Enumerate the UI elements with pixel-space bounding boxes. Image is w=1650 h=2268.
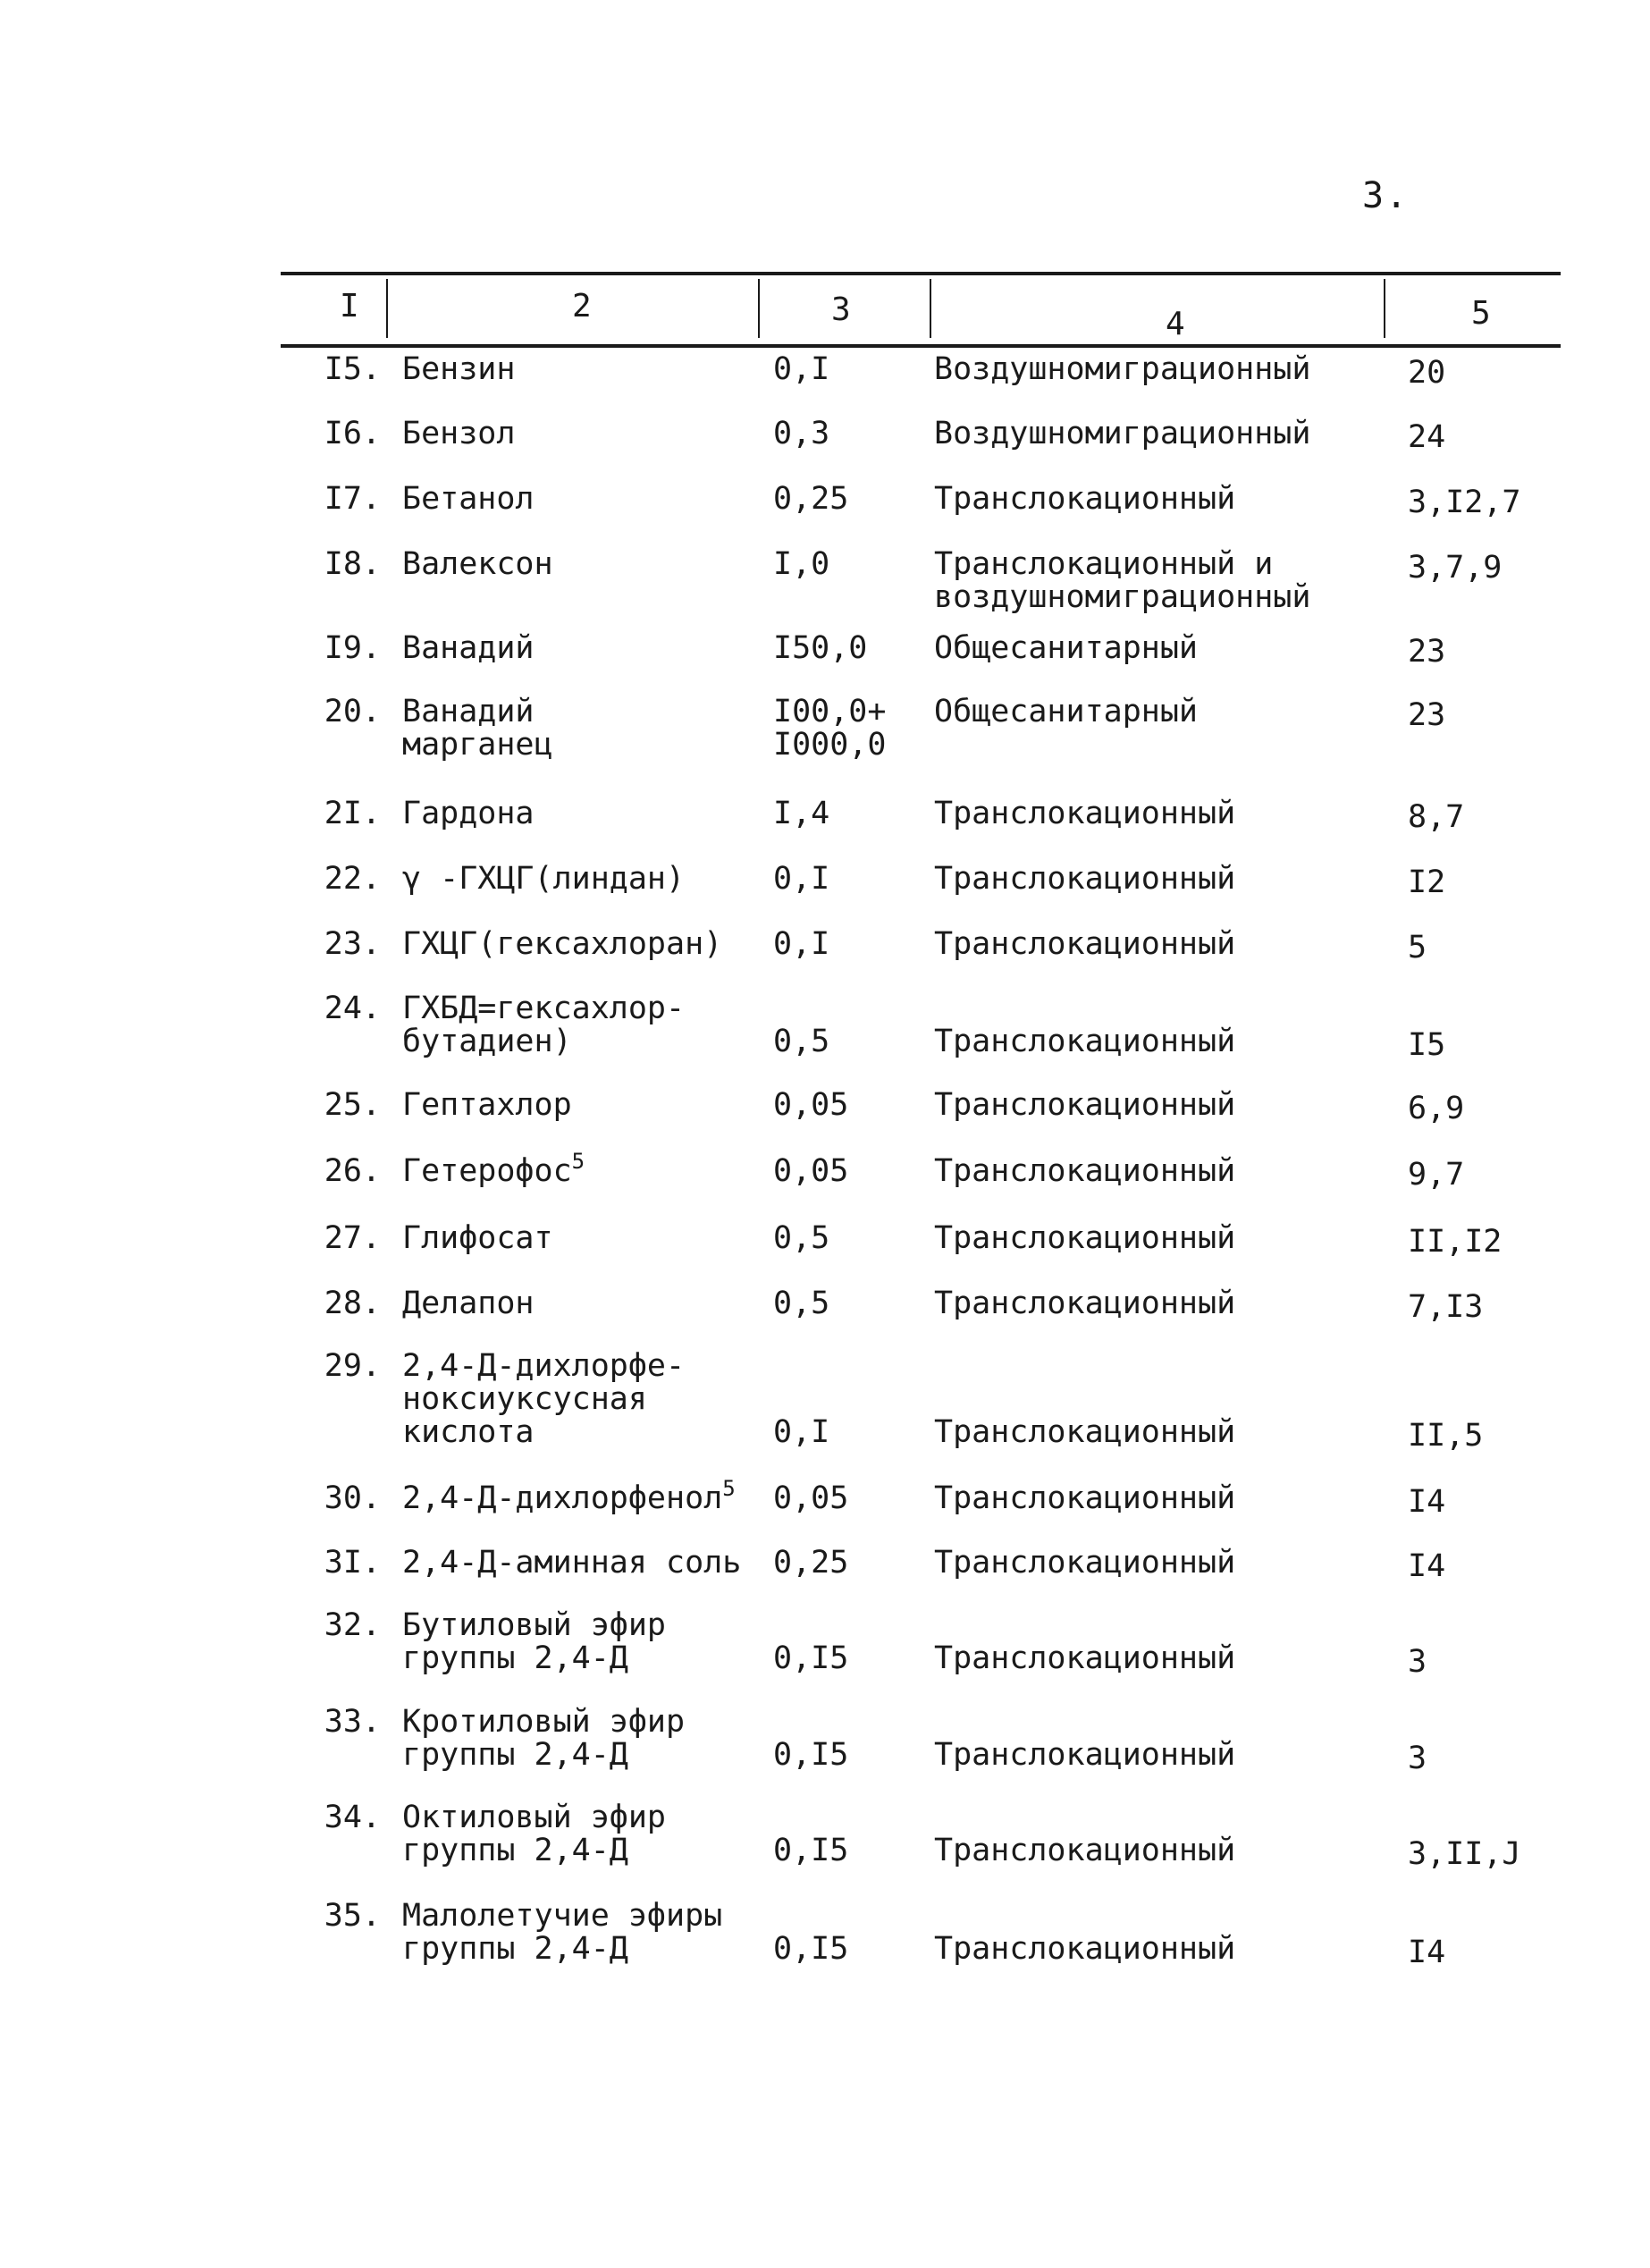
hazard-indicator-line: Транслокационный: [934, 1545, 1236, 1581]
substance-name: [402, 1706, 685, 1772]
header-separator: [758, 279, 760, 338]
concentration-value-line: [773, 1609, 848, 1642]
hazard-indicator-line: Воздушномиграционный: [934, 416, 1311, 451]
substance-name-line: Ванадий: [402, 694, 535, 729]
substance-name: [402, 696, 553, 762]
row-number: 23.: [324, 926, 381, 962]
header-col-1: I: [340, 288, 359, 325]
concentration-value-line: I000,0: [773, 727, 887, 763]
substance-name-line: группы 2,4-Д: [402, 1833, 628, 1868]
concentration-value: [773, 1350, 829, 1449]
row-number: 2I.: [324, 796, 381, 831]
hazard-indicator-line: Транслокационный: [934, 1286, 1236, 1321]
substance-name: [402, 1287, 535, 1320]
hazard-indicator: [934, 1801, 1235, 1868]
hazard-indicator-line: Транслокационный: [934, 926, 1236, 962]
substance-name-line: группы 2,4-Д: [402, 1640, 628, 1676]
hazard-indicator-line: Транслокационный: [934, 1931, 1236, 1967]
hazard-indicator-line: Транслокационный: [934, 796, 1236, 831]
concentration-value-line: [773, 1900, 848, 1933]
reference-numbers: I4: [1408, 1935, 1446, 1970]
header-col-4: 4: [1166, 306, 1185, 342]
concentration-value-line: [773, 1383, 829, 1416]
concentration-value-line: 0,05: [773, 1087, 849, 1123]
concentration-value: [773, 632, 867, 665]
hazard-indicator-line: Транслокационный: [934, 1737, 1236, 1773]
reference-numbers: 3: [1408, 1644, 1427, 1680]
hazard-indicator: [934, 1222, 1235, 1255]
concentration-value-line: 0,25: [773, 481, 849, 517]
reference-numbers: 5: [1408, 930, 1427, 965]
concentration-value: [773, 1900, 848, 1966]
concentration-value: [773, 928, 829, 961]
row-number: 35.: [324, 1898, 381, 1934]
header-separator: [386, 279, 388, 338]
substance-name: [402, 1222, 553, 1255]
footnote-mark: 5: [571, 1149, 585, 1174]
substance-name: [402, 1149, 585, 1189]
header-col-3: 3: [831, 291, 851, 328]
concentration-value: [773, 1609, 848, 1675]
header-col-2: 2: [572, 288, 592, 325]
row-number: I8.: [324, 546, 381, 582]
hazard-indicator-line: Транслокационный: [934, 861, 1236, 897]
substance-name: [402, 632, 535, 665]
substance-name-line: Октиловый эфир: [402, 1800, 667, 1835]
row-number: 30.: [324, 1480, 381, 1516]
table-header-rule: [281, 344, 1561, 348]
reference-numbers: 23: [1408, 634, 1446, 670]
concentration-value-line: 0,I: [773, 861, 830, 897]
substance-name-line: Ванадий: [402, 630, 535, 666]
substance-name-line: Кротиловый эфир: [402, 1704, 686, 1740]
reference-numbers: 3,II,J: [1408, 1836, 1521, 1872]
reference-numbers: I4: [1408, 1484, 1446, 1520]
row-number: 22.: [324, 861, 381, 897]
header-separator: [930, 279, 931, 338]
reference-numbers: 7,I3: [1408, 1289, 1484, 1325]
reference-numbers: 24: [1408, 419, 1446, 455]
hazard-indicator-line: Воздушномиграционный: [934, 351, 1311, 387]
substance-name-line: группы 2,4-Д: [402, 1737, 628, 1773]
substance-name-line: кислота: [402, 1414, 535, 1450]
reference-numbers: 8,7: [1408, 799, 1465, 835]
concentration-value-line: 0,I5: [773, 1833, 849, 1868]
concentration-value-line: I00,0+: [773, 694, 887, 729]
reference-numbers: 20: [1408, 355, 1446, 391]
substance-name-line: Бензол: [402, 416, 516, 451]
footnote-mark: 5: [722, 1476, 736, 1501]
hazard-indicator-line: Транслокационный: [934, 1087, 1236, 1123]
concentration-value: [773, 1155, 848, 1188]
reference-numbers: II,5: [1408, 1418, 1484, 1454]
hazard-indicator: [934, 863, 1235, 896]
substance-name-line: Гардона: [402, 796, 535, 831]
concentration-value-line: [773, 1350, 829, 1383]
row-number: 33.: [324, 1704, 381, 1740]
substance-name-line: ГХБД=гексахлор-: [402, 991, 686, 1026]
hazard-indicator-line: Общесанитарный: [934, 630, 1199, 666]
concentration-value: [773, 1287, 829, 1320]
hazard-indicator: [934, 548, 1310, 614]
concentration-value-line: 0,5: [773, 1286, 830, 1321]
row-number: 32.: [324, 1607, 381, 1643]
substance-name: [402, 1900, 722, 1966]
row-number: I6.: [324, 416, 381, 451]
hazard-indicator-line: Транслокационный: [934, 481, 1236, 517]
hazard-indicator-line: [934, 992, 1235, 1025]
hazard-indicator: [934, 1155, 1235, 1188]
row-number: 25.: [324, 1087, 381, 1123]
hazard-indicator: [934, 1350, 1235, 1449]
hazard-indicator: [934, 417, 1310, 451]
concentration-value-line: 0,I: [773, 1414, 830, 1450]
concentration-value-line: I,4: [773, 796, 830, 831]
substance-name-line: Бутиловый эфир: [402, 1607, 667, 1643]
concentration-value: [773, 863, 829, 896]
hazard-indicator-line: Транслокационный: [934, 1153, 1236, 1189]
substance-name: [402, 548, 553, 581]
substance-name-line: Валексон: [402, 546, 553, 582]
concentration-value: [773, 992, 829, 1058]
hazard-indicator: [934, 1706, 1235, 1772]
concentration-value-line: 0,5: [773, 1220, 830, 1256]
concentration-value-line: 0,05: [773, 1153, 849, 1189]
hazard-indicator-line: [934, 1801, 1235, 1834]
concentration-value-line: 0,5: [773, 1024, 830, 1059]
substance-name-line: Малолетучие эфиры: [402, 1898, 723, 1934]
row-number: 27.: [324, 1220, 381, 1256]
hazard-indicator-line: [934, 1900, 1235, 1933]
substance-name: [402, 992, 685, 1058]
substance-name: [402, 928, 722, 961]
hazard-indicator: [934, 797, 1235, 830]
hazard-indicator: [934, 696, 1198, 729]
hazard-indicator: [934, 632, 1198, 665]
reference-numbers: 3,I2,7: [1408, 485, 1521, 520]
row-number: 26.: [324, 1153, 381, 1189]
table-top-rule: [281, 272, 1561, 275]
hazard-indicator: [934, 1089, 1235, 1122]
hazard-indicator: [934, 1547, 1235, 1580]
substance-name: [402, 1350, 685, 1449]
hazard-indicator: [934, 1900, 1235, 1966]
hazard-indicator-line: [934, 1609, 1235, 1642]
concentration-value: [773, 353, 829, 386]
substance-name-line: ноксиуксусная: [402, 1381, 647, 1417]
substance-name-line: Делапон: [402, 1286, 535, 1321]
concentration-value-line: 0,I5: [773, 1737, 849, 1773]
hazard-indicator-line: Транслокационный: [934, 1480, 1236, 1516]
substance-name-line: 2,4-Д-аминная соль: [402, 1545, 742, 1581]
concentration-value: [773, 417, 829, 451]
row-number: 24.: [324, 991, 381, 1026]
concentration-value: [773, 1482, 848, 1515]
concentration-value-line: 0,I5: [773, 1931, 849, 1967]
reference-numbers: II,I2: [1408, 1224, 1503, 1260]
reference-numbers: 6,9: [1408, 1091, 1465, 1126]
concentration-value: [773, 548, 829, 581]
header-col-5: 5: [1471, 295, 1491, 332]
substance-name-line: Гетерофос$^5$: [402, 1149, 585, 1189]
hazard-indicator: [934, 1482, 1235, 1515]
concentration-value-line: I,0: [773, 546, 830, 582]
substance-name-line: Гептахлор: [402, 1087, 572, 1123]
reference-numbers: 9,7: [1408, 1157, 1465, 1193]
concentration-value-line: 0,25: [773, 1545, 849, 1581]
substance-name-line: Глифосат: [402, 1220, 553, 1256]
row-number: I5.: [324, 351, 381, 387]
concentration-value-line: 0,05: [773, 1480, 849, 1516]
substance-name-line: бутадиен): [402, 1024, 572, 1059]
concentration-value-line: 0,I5: [773, 1640, 849, 1676]
hazard-indicator-line: [934, 1350, 1235, 1383]
row-number: 20.: [324, 694, 381, 729]
hazard-indicator-line: Транслокационный: [934, 1640, 1236, 1676]
concentration-value-line: 0,I: [773, 351, 830, 387]
hazard-indicator: [934, 928, 1235, 961]
row-number: I9.: [324, 630, 381, 666]
substance-name-line: ГХЦГ(гексахлоран): [402, 926, 723, 962]
substance-name-line: группы 2,4-Д: [402, 1931, 628, 1967]
reference-numbers: I5: [1408, 1027, 1446, 1063]
substance-name-line: 2,4-Д-дихлорфе-: [402, 1348, 686, 1384]
hazard-indicator-line: Общесанитарный: [934, 694, 1199, 729]
substance-name: [402, 863, 685, 896]
hazard-indicator-line: Транслокационный: [934, 1024, 1236, 1059]
hazard-indicator: [934, 992, 1235, 1058]
hazard-indicator-line: Транслокационный: [934, 1220, 1236, 1256]
hazard-indicator: [934, 1609, 1235, 1675]
concentration-value: [773, 1089, 848, 1122]
concentration-value: [773, 1801, 848, 1868]
reference-numbers: I2: [1408, 864, 1446, 900]
substance-name-line: γ -ГХЦГ(линдан): [402, 861, 686, 897]
hazard-indicator: [934, 1287, 1235, 1320]
reference-numbers: 23: [1408, 697, 1446, 733]
concentration-value: [773, 1706, 848, 1772]
concentration-value: [773, 696, 886, 762]
hazard-indicator-line: воздушномиграционный: [934, 579, 1311, 615]
substance-name: [402, 1547, 741, 1580]
substance-name: [402, 1609, 666, 1675]
concentration-value: [773, 483, 848, 516]
row-number: 29.: [324, 1348, 381, 1384]
reference-numbers: 3,7,9: [1408, 550, 1503, 586]
row-number: I7.: [324, 481, 381, 517]
substance-name-line: 2,4-Д-дихлорфенол$^5$: [402, 1476, 736, 1516]
page-number: 3.: [1362, 175, 1410, 216]
concentration-value-line: [773, 1801, 848, 1834]
hazard-indicator: [934, 483, 1235, 516]
concentration-value: [773, 1222, 829, 1255]
substance-name: [402, 1089, 572, 1122]
concentration-value: [773, 1547, 848, 1580]
substance-name-line: Бензин: [402, 351, 516, 387]
row-number: 3I.: [324, 1545, 381, 1581]
concentration-value-line: 0,3: [773, 416, 830, 451]
concentration-value-line: [773, 992, 829, 1025]
substance-name: [402, 417, 515, 451]
substance-name: [402, 1476, 736, 1516]
header-separator: [1384, 279, 1385, 338]
concentration-value-line: [773, 1706, 848, 1739]
substance-name: [402, 353, 515, 386]
hazard-indicator-line: Транслокационный и: [934, 546, 1274, 582]
substance-name: [402, 797, 535, 830]
substance-name: [402, 483, 535, 516]
hazard-indicator-line: [934, 1706, 1235, 1739]
hazard-indicator: [934, 353, 1310, 386]
hazard-indicator-line: Транслокационный: [934, 1833, 1236, 1868]
concentration-value-line: 0,I: [773, 926, 830, 962]
substance-name-line: Бетанол: [402, 481, 535, 517]
substance-name: [402, 1801, 666, 1868]
concentration-value: [773, 797, 829, 830]
row-number: 28.: [324, 1286, 381, 1321]
reference-numbers: I4: [1408, 1548, 1446, 1584]
concentration-value-line: I50,0: [773, 630, 868, 666]
substance-name-line: марганец: [402, 727, 553, 763]
row-number: 34.: [324, 1800, 381, 1835]
reference-numbers: 3: [1408, 1741, 1427, 1776]
hazard-indicator-line: [934, 1383, 1235, 1416]
hazard-indicator-line: Транслокационный: [934, 1414, 1236, 1450]
